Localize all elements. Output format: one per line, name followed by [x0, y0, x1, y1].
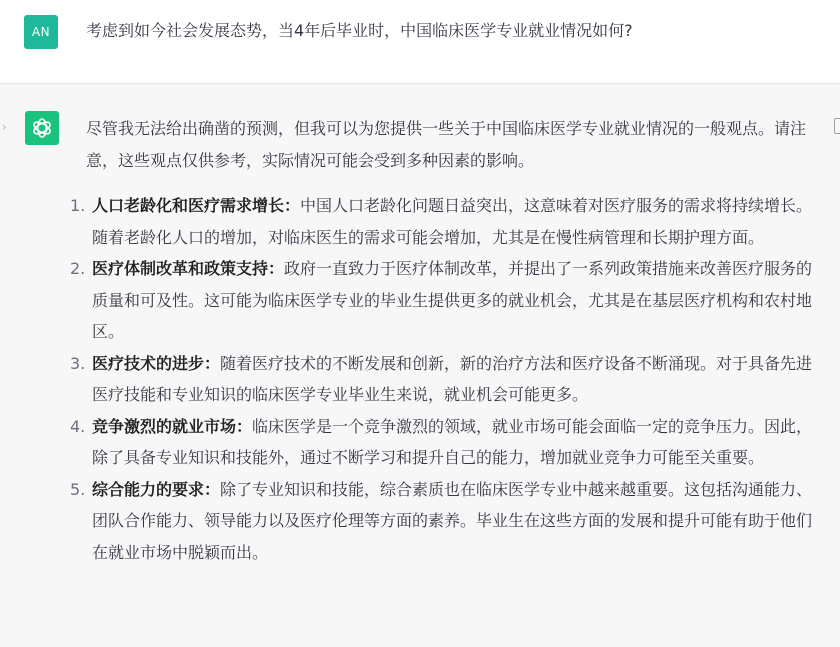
list-item-title: 医疗体制改革和政策支持：	[92, 259, 285, 278]
list-item-text: 临床医学是一个竞争激烈的领域，就业市场可能会面临一定的竞争压力。因此，除了具备专业知识和技能外，通过不断学习和提升自己的能力，增加就业竞争力可能至关重要。	[92, 416, 813, 467]
list-item-number: 1.	[70, 196, 86, 215]
list-item-number: 5.	[70, 479, 86, 499]
list-item-text: 除了专业知识和技能，综合素质也在临床医学专业中越来越重要。这包括沟通能力、团队合作能力、领导能力以及医疗伦理等方面的素养。毕业生在这些方面的发展和提升可能有助于他们在就业市场中脱颖而出。	[92, 479, 813, 562]
list-item	[70, 348, 821, 411]
list-item-title: 人口老龄化和医疗需求增长：	[92, 196, 301, 215]
list-item-title: 综合能力的要求：	[92, 479, 221, 499]
openai-logo-icon	[25, 111, 59, 145]
user-avatar: AN	[24, 15, 58, 49]
openai-logo-svg	[30, 116, 54, 140]
answer-list	[70, 190, 821, 568]
list-item-number: 4.	[70, 416, 86, 436]
list-item-text: 随着医疗技术的不断发展和创新，新的治疗方法和医疗设备不断涌现。对于具备先进医疗技能和专业知识的临床医学专业毕业生来说，就业机会可能更多。	[92, 353, 813, 404]
list-item-text: 政府一直致力于医疗体制改革，并提出了一系列政策措施来改善医疗服务的质量和可及性。这可能为临床医学专业的毕业生提供更多的就业机会，尤其是在基层医疗机构和农村地区。	[92, 259, 813, 341]
assistant-message-row	[0, 84, 840, 647]
user-message-text: 考虑到如今社会发展态势，当4年后毕业时，中国临床医学专业就业情况如何?	[86, 21, 633, 40]
list-item	[70, 474, 821, 569]
list-item	[70, 190, 821, 253]
list-item-number: 2.	[70, 259, 86, 278]
list-item	[70, 253, 821, 348]
chevron-left-icon[interactable]: ›	[2, 120, 7, 134]
user-message-row	[0, 0, 840, 84]
list-item-title: 医疗技术的进步：	[92, 353, 221, 373]
answer-intro: 尽管我无法给出确凿的预测，但我可以为您提供一些关于中国临床医学专业就业情况的一般观点。请注意，这些观点仅供参考，实际情况可能会受到多种因素的影响。	[86, 119, 807, 170]
list-item	[70, 411, 821, 474]
copy-icon[interactable]	[834, 118, 840, 134]
list-item-text: 中国人口老龄化问题日益突出，这意味着对医疗服务的需求将持续增长。随着老龄化人口的增加，对临床医生的需求可能会增加，尤其是在慢性病管理和长期护理方面。	[92, 196, 813, 247]
assistant-answer	[70, 113, 821, 568]
list-item-title: 竞争激烈的就业市场：	[92, 416, 253, 436]
list-item-number: 3.	[70, 353, 86, 373]
